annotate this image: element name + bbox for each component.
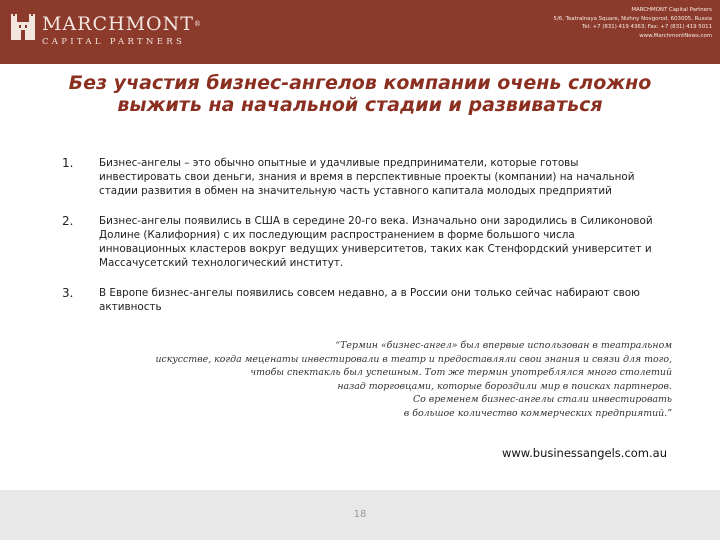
source-link[interactable]: www.businessangels.com.au bbox=[501, 446, 667, 460]
list-item bbox=[62, 156, 662, 198]
castle-icon bbox=[10, 14, 36, 42]
quote-line: “Термин «бизнес-ангел» был впервые использован в театральном bbox=[335, 340, 672, 351]
item-text: Бизнес-ангелы появились в США в середине 20-го века. Изначально они зародились в Силиконовой Долине (Калифорния) с их последующим распространением в форме большого числа инновационных кластеров вокруг ведущих университетов, таких как Стенфордский университет и Массачусетский технологический институт. bbox=[99, 215, 653, 269]
contact-line: 5/6, Teatralnaya Square, Nizhny Novgorod, 603005, Russia bbox=[553, 15, 712, 22]
item-number: 2. bbox=[62, 214, 74, 228]
contact-block bbox=[554, 6, 712, 40]
contact-line: Tel: +7 (831) 419 4363; Fax: +7 (831) 419 5011 bbox=[581, 24, 712, 31]
item-number: 3. bbox=[62, 286, 74, 300]
logo-name: MARCHMONT bbox=[42, 13, 194, 35]
contact-website-link[interactable]: www.MarchmontNews.com bbox=[639, 32, 712, 39]
quote-line: искусстве, когда меценаты инвестировали в театр и предоставляли свои знания и связи для того, bbox=[155, 353, 672, 365]
quote-block bbox=[90, 339, 672, 421]
slide-title: Без участия бизнес-ангелов компании очень сложно выжить на начальной стадии и развиваться bbox=[68, 72, 652, 116]
quote-line: чтобы спектакль был успешным. Тот же термин употреблялся много столетий bbox=[250, 367, 672, 379]
quote-line: в большое количество коммерческих предприятий.” bbox=[403, 407, 672, 419]
quote-line: Со временем бизнес-ангелы стали инвестировать bbox=[412, 394, 672, 406]
bullet-list bbox=[62, 156, 662, 314]
list-item bbox=[62, 286, 662, 314]
list-item bbox=[62, 214, 662, 270]
marchmont-logo bbox=[10, 14, 202, 47]
item-number: 1. bbox=[62, 156, 74, 170]
item-text: Бизнес-ангелы – это обычно опытные и удачливые предприниматели, которые готовы инвестировать свои деньги, знания и время в перспективные проекты (компании) на начальной стадии развития в обмен на значительную часть уставного капитала молодых предприятий bbox=[99, 157, 635, 197]
trademark: ® bbox=[193, 20, 202, 28]
item-text: В Европе бизнес-ангелы появились совсем недавно, а в России они только сейчас набирают свою активность bbox=[99, 287, 640, 313]
header-bar bbox=[0, 0, 720, 64]
logo-subtitle: CAPITAL PARTNERS bbox=[42, 37, 186, 47]
contact-line: MARCHMONT Capital Partners bbox=[631, 7, 712, 13]
page-number: 18 bbox=[353, 509, 367, 520]
quote-line: назад торговцами, которые бороздили мир в поисках партнеров. bbox=[337, 380, 672, 392]
footer-bar bbox=[0, 490, 720, 540]
